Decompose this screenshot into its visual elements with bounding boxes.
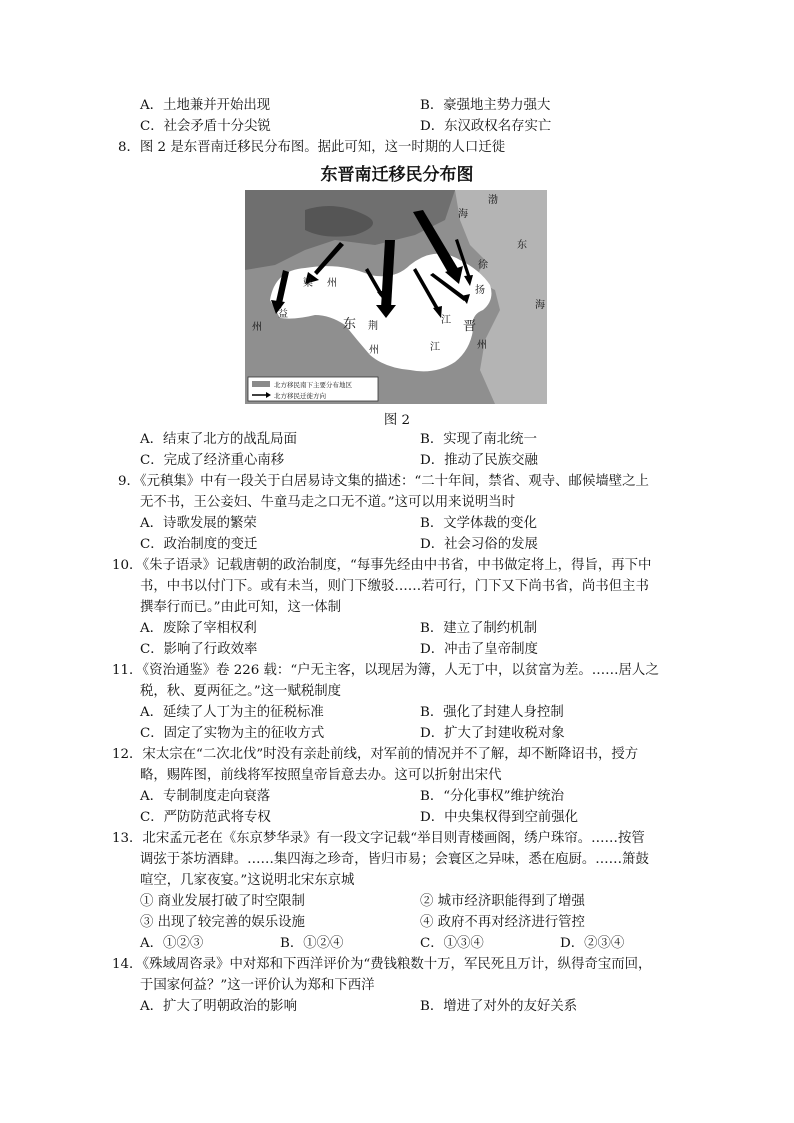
q13-statement-3: ③ 出现了较完善的娱乐设施 bbox=[140, 915, 305, 930]
q10-stem-line1: 10．《朱子语录》记载唐朝的政治制度，“每事先经由中书省，中书做定将上，得旨，再下中 bbox=[112, 558, 652, 573]
q12-stem-line1: 12．宋太宗在“二次北伐”时没有亲赴前线，对军前的情况并不了解，却不断降诏书，授方 bbox=[112, 747, 639, 762]
map-label-xu: 徐 bbox=[478, 260, 488, 271]
q13-statement-4: ④ 政府不再对经济进行管控 bbox=[420, 915, 585, 930]
q14-option-a[interactable]: A．扩大了明朝政治的影响 bbox=[140, 999, 297, 1014]
map-label-jiang1: 江 bbox=[441, 315, 451, 326]
map-label-jing: 荆 bbox=[368, 321, 378, 332]
q10-option-b[interactable]: B．建立了制约机制 bbox=[420, 621, 537, 636]
q8-option-a[interactable]: A．结束了北方的战乱局面 bbox=[140, 432, 297, 447]
q11-stem-line1: 11．《资治通鉴》卷 226 载：“户无主客，以现居为簿，人无丁中，以贫富为差。……居人之 bbox=[112, 663, 659, 678]
q7-option-d[interactable]: D．东汉政权名存实亡 bbox=[420, 119, 552, 134]
map-label-dong2: 东 bbox=[343, 317, 357, 332]
q13-stem-line2: 调弦于茶坊酒肆。……集四海之珍奇，皆归市易；会寰区之异味，悉在庖厨。……箫鼓 bbox=[140, 852, 649, 867]
q11-option-b[interactable]: B．强化了封建人身控制 bbox=[420, 705, 564, 720]
q11-option-c[interactable]: C．固定了实物为主的征收方式 bbox=[140, 726, 325, 741]
q8-option-b[interactable]: B．实现了南北统一 bbox=[420, 432, 537, 447]
q11-option-d[interactable]: D．扩大了封建收税对象 bbox=[420, 726, 565, 741]
q14-option-b[interactable]: B．增进了对外的友好关系 bbox=[420, 999, 578, 1014]
q12-option-d[interactable]: D．中央集权得到空前强化 bbox=[420, 810, 579, 825]
map-label-zhou3: 州 bbox=[369, 345, 379, 356]
map-label-liang: 梁 bbox=[303, 278, 313, 289]
q10-stem-line3: 撰奉行而已。”由此可知，这一体制 bbox=[140, 600, 342, 615]
map-label-jin: 晋 bbox=[463, 319, 477, 334]
legend-area-label: 北方移民南下主要分布地区 bbox=[274, 381, 352, 389]
q12-option-b[interactable]: B．“分化事权”维护统治 bbox=[420, 789, 565, 804]
q13-statement-2: ② 城市经济职能得到了增强 bbox=[420, 894, 585, 909]
q8-option-c[interactable]: C．完成了经济重心南移 bbox=[140, 453, 285, 468]
q9-option-d[interactable]: D．社会习俗的发展 bbox=[420, 537, 538, 552]
q13-stem-line3: 喧空，几家夜宴。”这说明北宋东京城 bbox=[140, 873, 355, 888]
legend-arrow-label: 北方移民迁徙方向 bbox=[274, 392, 326, 400]
q14-stem-line1: 14．《殊域周咨录》中对郑和下西洋评价为“费钱粮数十万，军民死且万计，纵得奇宝而回， bbox=[112, 957, 652, 972]
q7-option-c[interactable]: C．社会矛盾十分尖锐 bbox=[140, 119, 271, 134]
q13-stem-line1: 13．北宋孟元老在《东京梦华录》有一段文字记载“举目则青楼画阁，绣户珠帘。……按管 bbox=[112, 831, 645, 846]
q9-stem-line2: 无不书，王公妾妇、牛童马走之口无不道。”这可以用来说明当时 bbox=[140, 495, 516, 510]
map-label-hai1: 海 bbox=[458, 209, 468, 220]
legend-area-swatch bbox=[252, 381, 270, 387]
q7-option-a[interactable]: A．土地兼并开始出现 bbox=[140, 98, 271, 113]
q10-option-a[interactable]: A．废除了宰相权利 bbox=[140, 621, 257, 636]
q10-option-c[interactable]: C．影响了行政效率 bbox=[140, 642, 258, 657]
map-title: 东晋南迁移民分布图 bbox=[320, 165, 474, 185]
map-label-jiang2: 江 bbox=[430, 342, 440, 353]
q13-option-d[interactable]: D．②③④ bbox=[560, 936, 625, 951]
q14-stem-line2: 于国家何益？”这一评价认为郑和下西洋 bbox=[140, 978, 375, 993]
q9-option-a[interactable]: A．诗歌发展的繁荣 bbox=[140, 516, 257, 531]
q12-option-c[interactable]: C．严防防范武将专权 bbox=[140, 810, 271, 825]
map-label-bo: 渤 bbox=[488, 195, 498, 206]
q10-option-d[interactable]: D．冲击了皇帝制度 bbox=[420, 642, 538, 657]
q8-option-d[interactable]: D．推动了民族交融 bbox=[420, 453, 538, 468]
map-label-zhou1: 州 bbox=[327, 278, 337, 289]
q13-statement-1: ① 商业发展打破了时空限制 bbox=[140, 894, 305, 909]
map-label-hai2: 海 bbox=[535, 300, 545, 311]
migration-map-figure bbox=[245, 190, 547, 404]
figure-caption: 图 2 bbox=[383, 413, 411, 428]
q12-stem-line2: 略，赐阵图，前线将军按照皇帝旨意去办。这可以折射出宋代 bbox=[140, 768, 502, 783]
q11-option-a[interactable]: A．延续了人丁为主的征税标准 bbox=[140, 705, 324, 720]
map-label-yi: 益 bbox=[278, 309, 288, 320]
q13-option-a[interactable]: A．①②③ bbox=[140, 936, 204, 951]
q9-option-b[interactable]: B．文学体裁的变化 bbox=[420, 516, 537, 531]
q13-option-c[interactable]: C．①③④ bbox=[420, 936, 484, 951]
q11-stem-line2: 税，秋、夏两征之。”这一赋税制度 bbox=[140, 684, 342, 699]
q10-stem-line2: 书，中书以付门下。或有未当，则门下缴驳……若可行，门下又下尚书省，尚书但主书 bbox=[140, 579, 649, 594]
q8-stem: 8．图 2 是东晋南迁移民分布图。据此可知，这一时期的人口迁徙 bbox=[118, 140, 506, 155]
map-label-zhou4: 州 bbox=[477, 340, 487, 351]
map-label-dong1: 东 bbox=[517, 240, 527, 251]
map-label-zhou2: 州 bbox=[252, 322, 262, 333]
q12-option-a[interactable]: A．专制制度走向衰落 bbox=[140, 789, 271, 804]
q9-option-c[interactable]: C．政治制度的变迁 bbox=[140, 537, 258, 552]
q7-option-b[interactable]: B．豪强地主势力强大 bbox=[420, 98, 551, 113]
migration-map bbox=[245, 190, 547, 404]
map-label-yang: 扬 bbox=[475, 285, 485, 296]
q9-stem-line1: 9．《元稹集》中有一段关于白居易诗文集的描述：“二十年间，禁省、观寺、邮候墙壁之上 bbox=[118, 474, 649, 489]
q13-option-b[interactable]: B．①②④ bbox=[280, 936, 344, 951]
